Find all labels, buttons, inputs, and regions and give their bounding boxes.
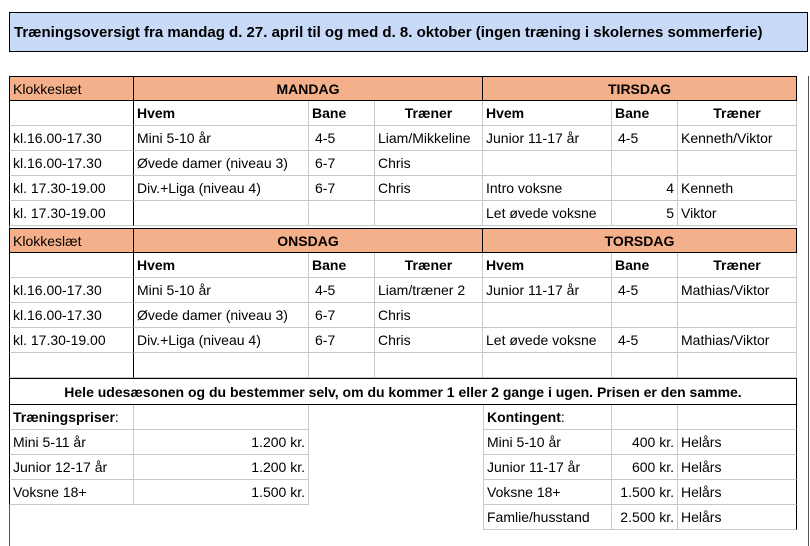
table-cell-hvem-l: [134, 201, 309, 226]
price-label: Junior 12-17 år: [9, 455, 134, 480]
table-cell-tr-r: Mathias/Viktor: [678, 328, 797, 353]
time-cell: kl. 17.30-19.00: [9, 201, 134, 226]
kontingent-colon: :: [560, 409, 565, 425]
table-cell-tr-r: Kenneth: [678, 176, 797, 201]
spacer-cell: [678, 353, 797, 378]
table-cell-hvem-l: Mini 5-10 år: [134, 126, 309, 151]
training-prices-header: [9, 405, 134, 430]
kontingent-period: Helårs: [678, 430, 797, 455]
time-cell: kl. 17.30-19.00: [9, 328, 134, 353]
price-label: Mini 5-11 år: [9, 430, 134, 455]
table-cell-tr-l: Chris: [375, 151, 483, 176]
spacer-cell: [612, 353, 678, 378]
table-cell-hvem-l: Mini 5-10 år: [134, 278, 309, 303]
table-cell-bane-r: 5: [612, 201, 678, 226]
day-header-left: ONSDAG: [134, 228, 483, 253]
spacer-cell: [134, 353, 309, 378]
time-cell: kl. 17.30-19.00: [9, 176, 134, 201]
kontingent-price: 600 kr.: [612, 455, 678, 480]
table-cell-tr-l: Liam/træner 2: [375, 278, 483, 303]
table-cell-tr-r: Viktor: [678, 201, 797, 226]
table-cell-tr-l: Chris: [375, 303, 483, 328]
season-note: Hele udesæsonen og du bestemmer selv, om du kommer 1 eller 2 gange i ugen. Prisen er den samme.: [9, 378, 797, 405]
column-header-traener: Træner: [375, 253, 483, 278]
table-cell-bane-r: [612, 151, 678, 176]
column-header-hvem: Hvem: [134, 253, 309, 278]
table-cell-hvem-l: Div.+Liga (niveau 4): [134, 328, 309, 353]
kontingent-price: 2.500 kr.: [612, 505, 678, 530]
column-header-hvem: Hvem: [483, 253, 612, 278]
price-value: 1.500 kr.: [134, 480, 309, 505]
column-header-bane: Bane: [612, 253, 678, 278]
table-cell-bane-l: 6-7: [309, 176, 375, 201]
table-cell-tr-r: [678, 303, 797, 328]
table-cell-hvem-r: Junior 11-17 år: [483, 126, 612, 151]
kontingent-header: [483, 405, 612, 430]
table-cell-bane-l: 6-7: [309, 328, 375, 353]
kontingent-price: 400 kr.: [612, 430, 678, 455]
time-cell: kl.16.00-17.30: [9, 303, 134, 328]
table-cell-tr-r: Kenneth/Viktor: [678, 126, 797, 151]
table-cell-tr-r: Mathias/Viktor: [678, 278, 797, 303]
training-prices-title: Træningspriser: [13, 409, 115, 425]
price-value: 1.200 kr.: [134, 430, 309, 455]
table-cell-hvem-r: Let øvede voksne: [483, 201, 612, 226]
table-cell-bane-l: [309, 201, 375, 226]
kontingent-label: Famlie/husstand: [483, 505, 612, 530]
day-header-right: TORSDAG: [483, 228, 797, 253]
table-cell-tr-r: [678, 151, 797, 176]
table-cell-bane-r: 4-5: [612, 278, 678, 303]
time-cell: kl.16.00-17.30: [9, 126, 134, 151]
table-cell-bane-l: 4-5: [309, 126, 375, 151]
price-label: Voksne 18+: [9, 480, 134, 505]
kontingent-price: 1.500 kr.: [612, 480, 678, 505]
column-header-traener: Træner: [678, 101, 797, 126]
column-header-bane: Bane: [612, 101, 678, 126]
table-cell-tr-l: Chris: [375, 176, 483, 201]
day-header-left: MANDAG: [134, 76, 483, 101]
kontingent-label: Mini 5-10 år: [483, 430, 612, 455]
kontingent-empty: [678, 405, 797, 430]
time-header: Klokkeslæt: [9, 228, 134, 253]
kontingent-label: Voksne 18+: [483, 480, 612, 505]
column-header-traener: Træner: [375, 101, 483, 126]
table-cell-hvem-l: Øvede damer (niveau 3): [134, 151, 309, 176]
table-cell-bane-l: 4-5: [309, 278, 375, 303]
spacer-cell: [375, 353, 483, 378]
table-cell-bane-l: 6-7: [309, 303, 375, 328]
table-cell-hvem-l: Øvede damer (niveau 3): [134, 303, 309, 328]
kontingent-empty: [612, 405, 678, 430]
table-cell-hvem-r: Intro voksne: [483, 176, 612, 201]
table-cell-bane-r: 4: [612, 176, 678, 201]
table-cell-hvem-l: Div.+Liga (niveau 4): [134, 176, 309, 201]
spacer-cell: [9, 353, 134, 378]
column-header-hvem: Hvem: [483, 101, 612, 126]
time-cell: kl.16.00-17.30: [9, 151, 134, 176]
column-header-traener: Træner: [678, 253, 797, 278]
table-cell-bane-l: 6-7: [309, 151, 375, 176]
spacer-cell: [309, 353, 375, 378]
table-cell-tr-l: Chris: [375, 328, 483, 353]
col-header-time-empty: [9, 253, 134, 278]
kontingent-label: Junior 11-17 år: [483, 455, 612, 480]
col-header-time-empty: [9, 101, 134, 126]
time-cell: kl.16.00-17.30: [9, 278, 134, 303]
page-title: Træningsoversigt fra mandag d. 27. april til og med d. 8. oktober (ingen træning i skolernes sommerferie): [9, 12, 808, 52]
table-cell-bane-r: 4-5: [612, 126, 678, 151]
table-cell-tr-l: Liam/Mikkeline: [375, 126, 483, 151]
table-cell-bane-r: [612, 303, 678, 328]
time-header: Klokkeslæt: [9, 76, 134, 101]
kontingent-period: Helårs: [678, 480, 797, 505]
table-cell-hvem-r: Junior 11-17 år: [483, 278, 612, 303]
training-prices-colon: :: [114, 409, 119, 425]
column-header-bane: Bane: [309, 101, 375, 126]
day-header-right: TIRSDAG: [483, 76, 797, 101]
kontingent-title: Kontingent: [487, 409, 561, 425]
column-header-hvem: Hvem: [134, 101, 309, 126]
training-prices-empty: [134, 405, 309, 430]
price-value: 1.200 kr.: [134, 455, 309, 480]
table-cell-bane-r: 4-5: [612, 328, 678, 353]
spacer-cell: [483, 353, 612, 378]
kontingent-period: Helårs: [678, 455, 797, 480]
column-header-bane: Bane: [309, 253, 375, 278]
table-cell-hvem-r: [483, 151, 612, 176]
table-cell-hvem-r: [483, 303, 612, 328]
kontingent-period: Helårs: [678, 505, 797, 530]
table-cell-hvem-r: Let øvede voksne: [483, 328, 612, 353]
table-cell-tr-l: [375, 201, 483, 226]
